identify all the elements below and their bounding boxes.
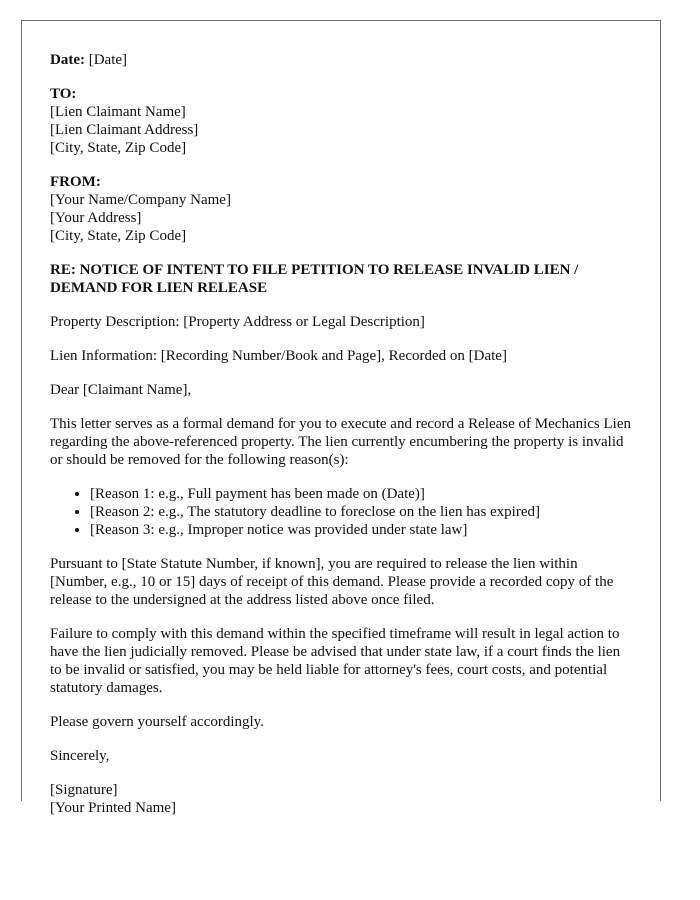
reasons-list (50, 485, 632, 539)
to-label: TO: (50, 86, 77, 102)
date-line (50, 51, 632, 69)
statute-paragraph: Pursuant to [State Statute Number, if known], you are required to release the lien within [Number, e.g., 10 or 15] days of receipt of this demand. Please provide a recorded copy of the release to the undersigned at the address listed above once filed. (50, 556, 614, 608)
from-line: [Your Address] (50, 210, 142, 226)
subject-line: RE: NOTICE OF INTENT TO FILE PETITION TO RELEASE INVALID LIEN / DEMAND FOR LIEN RELEASE (50, 262, 579, 296)
to-line: [Lien Claimant Name] (50, 104, 186, 120)
from-line: [City, State, Zip Code] (50, 228, 187, 244)
reason-item: • [Reason 3: e.g., Improper notice was provided under state law] (90, 521, 632, 539)
to-line: [City, State, Zip Code] (50, 140, 187, 156)
printed-name-line: [Your Printed Name] (50, 800, 176, 816)
to-block (50, 85, 632, 157)
property-description: Property Description: [Property Address or Legal Description] (50, 314, 425, 330)
salutation: Dear [Claimant Name], (50, 382, 192, 398)
sign-off: Sincerely, (50, 748, 110, 764)
reason-item: • [Reason 1: e.g., Full payment has been made on (Date)] (90, 485, 632, 503)
reason-item: • [Reason 2: e.g., The statutory deadline to foreclose on the lien has expired] (90, 503, 632, 521)
letter-content (22, 21, 660, 817)
lien-information: Lien Information: [Recording Number/Book and Page], Recorded on [Date] (50, 348, 507, 364)
letter-page (21, 20, 661, 816)
to-line: [Lien Claimant Address] (50, 122, 199, 138)
date-label: Date: (50, 52, 85, 68)
closing-note: Please govern yourself accordingly. (50, 714, 264, 730)
date-value: [Date] (84, 52, 128, 68)
signature-line: [Signature] (50, 782, 118, 798)
intro-paragraph: This letter serves as a formal demand for you to execute and record a Release of Mechanics Lien regarding the above-referenced property. The lien currently encumbering the property is invalid or should be removed for the following reason(s): (50, 416, 632, 468)
from-label: FROM: (50, 174, 101, 190)
from-line: [Your Name/Company Name] (50, 192, 231, 208)
warning-paragraph: Failure to comply with this demand within the specified timeframe will result in legal action to have the lien judicially removed. Please be advised that under state law, if a court finds the lien to be invalid or satisfied, you may be held liable for attorney's fees, court costs, and potential statutory damages. (50, 626, 621, 696)
signature-block (50, 781, 632, 817)
from-block (50, 173, 632, 245)
